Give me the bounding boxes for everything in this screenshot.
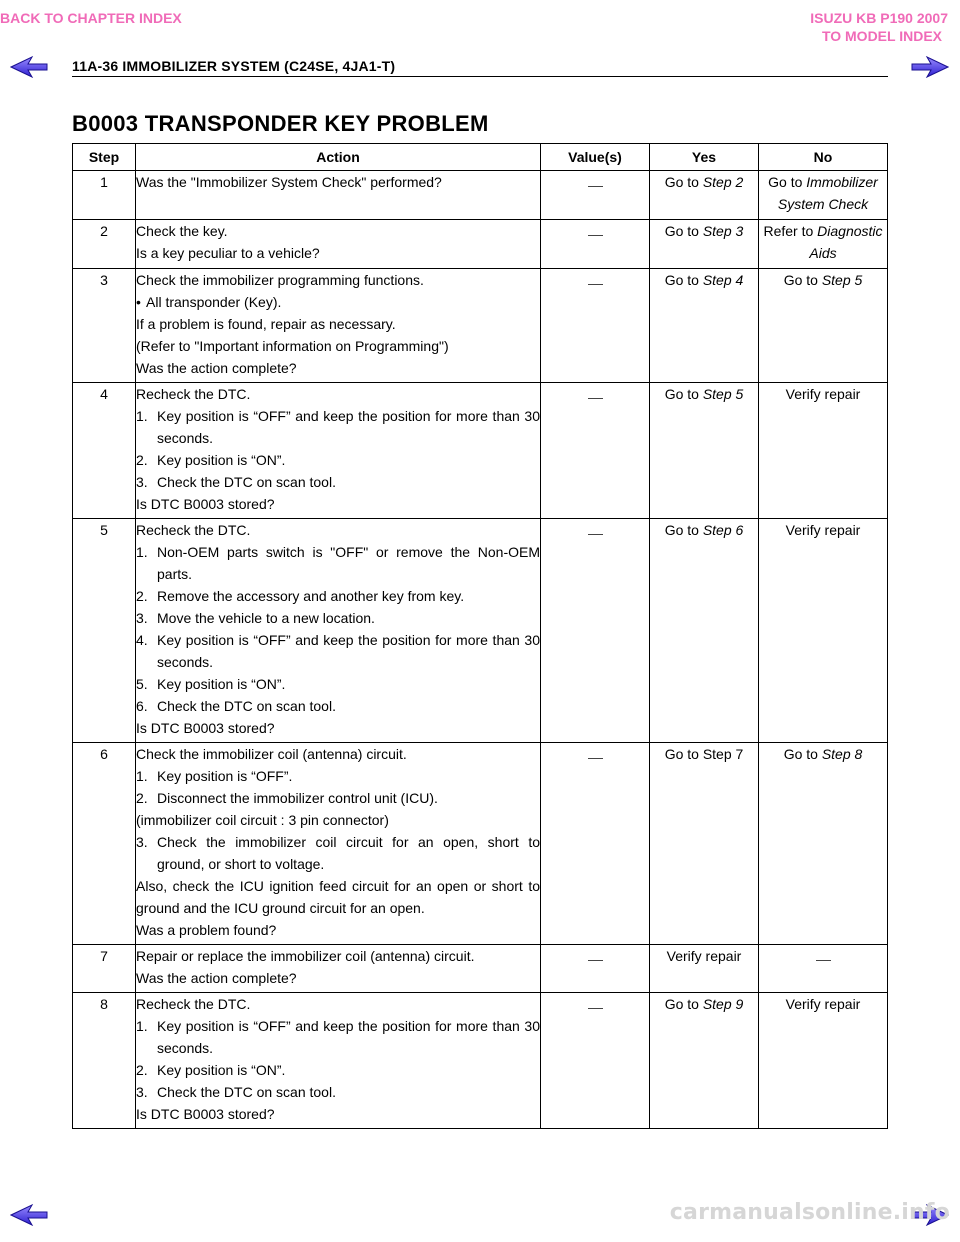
step-reference-link[interactable]: Step 9 — [702, 996, 744, 1012]
action-text: Was the action complete? — [136, 360, 297, 376]
value-cell — [541, 220, 650, 269]
no-text: Verify repair — [785, 522, 861, 538]
action-text: Recheck the DTC. — [136, 996, 251, 1012]
yes-cell — [650, 171, 759, 220]
action-numbered-item — [136, 695, 540, 717]
item-text: Key position is “ON”. — [157, 452, 286, 468]
not-applicable-dash — [588, 534, 603, 535]
action-text: Check the immobilizer coil (antenna) circuit. — [136, 746, 407, 762]
yes-text: Go to — [664, 996, 703, 1012]
action-numbered-item — [136, 585, 540, 607]
item-number: 1. — [136, 1018, 148, 1034]
model-title-link[interactable]: ISUZU KB P190 2007 — [810, 10, 948, 26]
action-numbered-item — [136, 1059, 540, 1081]
item-number: 1. — [136, 544, 148, 560]
item-text: Check the immobilizer coil circuit for an open, short to ground, or short to voltage. — [157, 834, 540, 872]
step-reference-link[interactable]: Step 6 — [702, 522, 744, 538]
no-cell — [759, 743, 888, 945]
step-number: 3 — [73, 269, 136, 383]
page-title: B0003 TRANSPONDER KEY PROBLEM — [72, 111, 489, 136]
action-text: Is DTC B0003 stored? — [136, 496, 275, 512]
action-cell — [136, 743, 541, 945]
step-reference-link[interactable]: Step 3 — [702, 223, 744, 239]
action-numbered-item — [136, 471, 540, 493]
not-applicable-dash — [588, 960, 603, 961]
action-text: Also, check the ICU ignition feed circuit for an open or short to ground and the ICU ground circuit for an open. — [136, 878, 540, 916]
not-applicable-dash — [816, 960, 831, 961]
step-number: 1 — [73, 171, 136, 220]
table-row — [73, 519, 888, 743]
table-row — [73, 269, 888, 383]
action-numbered-item — [136, 607, 540, 629]
item-number: 3. — [136, 610, 148, 626]
no-text: Go to — [768, 174, 807, 190]
no-cell — [759, 220, 888, 269]
item-text: Key position is “OFF” and keep the position for more than 30 seconds. — [157, 1018, 540, 1056]
step-number: 6 — [73, 743, 136, 945]
yes-text: Go to — [664, 223, 703, 239]
value-cell — [541, 519, 650, 743]
action-numbered-item — [136, 765, 540, 787]
watermark: carmanualsonline.info — [669, 1200, 950, 1225]
item-number: 2. — [136, 790, 148, 806]
not-applicable-dash — [588, 398, 603, 399]
value-cell — [541, 171, 650, 220]
yes-text: Go to — [664, 272, 703, 288]
bullet-icon: • — [136, 294, 141, 310]
item-number: 1. — [136, 768, 148, 784]
action-numbered-item — [136, 1081, 540, 1103]
item-number: 5. — [136, 676, 148, 692]
yes-text: Go to — [664, 522, 703, 538]
table-row — [73, 945, 888, 993]
step-number: 7 — [73, 945, 136, 993]
step-reference-link[interactable]: Step 2 — [702, 174, 744, 190]
item-text: Key position is “OFF”. — [157, 768, 293, 784]
value-cell — [541, 383, 650, 519]
column-header-no: No — [759, 144, 888, 171]
not-applicable-dash — [588, 758, 603, 759]
not-applicable-dash — [588, 284, 603, 285]
yes-cell — [650, 383, 759, 519]
value-cell — [541, 993, 650, 1129]
step-reference-link[interactable]: Step 5 — [821, 272, 863, 288]
item-number: 6. — [136, 698, 148, 714]
action-text: Is a key peculiar to a vehicle? — [136, 245, 320, 261]
action-cell — [136, 269, 541, 383]
action-text: Was the "Immobilizer System Check" performed? — [136, 174, 442, 190]
item-text: Remove the accessory and another key from key. — [157, 588, 465, 604]
column-header-values: Value(s) — [541, 144, 650, 171]
no-text: Go to — [783, 746, 822, 762]
table-row — [73, 993, 888, 1129]
yes-text: Verify repair — [666, 948, 742, 964]
action-numbered-item — [136, 673, 540, 695]
not-applicable-dash — [588, 1008, 603, 1009]
action-text: Was a problem found? — [136, 922, 277, 938]
step-number: 5 — [73, 519, 136, 743]
item-text: Key position is “ON”. — [157, 1062, 286, 1078]
table-row — [73, 220, 888, 269]
action-text: Repair or replace the immobilizer coil (antenna) circuit. — [136, 948, 475, 964]
item-text: Non-OEM parts switch is "OFF" or remove the Non-OEM parts. — [157, 544, 540, 582]
action-text: Recheck the DTC. — [136, 522, 251, 538]
next-page-arrow-icon[interactable] — [911, 56, 949, 78]
action-numbered-item — [136, 541, 540, 585]
item-number: 2. — [136, 588, 148, 604]
yes-cell — [650, 743, 759, 945]
yes-text: Go to — [664, 174, 703, 190]
table-row — [73, 743, 888, 945]
bullet-text: All transponder (Key). — [146, 294, 282, 310]
column-header-step: Step — [73, 144, 136, 171]
previous-page-arrow-icon[interactable] — [10, 1204, 48, 1226]
action-text: (immobilizer coil circuit : 3 pin connector) — [136, 812, 389, 828]
action-text: If a problem is found, repair as necessary. — [136, 316, 396, 332]
step-number: 4 — [73, 383, 136, 519]
column-header-yes: Yes — [650, 144, 759, 171]
step-reference-link[interactable]: Step 4 — [702, 272, 744, 288]
no-cell — [759, 383, 888, 519]
item-number: 3. — [136, 474, 148, 490]
action-numbered-item — [136, 831, 540, 875]
item-text: Disconnect the immobilizer control unit (ICU). — [157, 790, 438, 806]
item-number: 3. — [136, 834, 148, 850]
action-cell — [136, 171, 541, 220]
yes-cell — [650, 993, 759, 1129]
not-applicable-dash — [588, 235, 603, 236]
item-text: Key position is “OFF” and keep the position for more than 30 seconds. — [157, 632, 540, 670]
action-numbered-item — [136, 629, 540, 673]
yes-cell — [650, 220, 759, 269]
not-applicable-dash — [588, 186, 603, 187]
yes-cell — [650, 519, 759, 743]
action-cell — [136, 383, 541, 519]
item-number: 4. — [136, 632, 148, 648]
action-text: Check the immobilizer programming functions. — [136, 272, 424, 288]
item-number: 3. — [136, 1084, 148, 1100]
yes-text: Go to — [664, 386, 703, 402]
column-header-action: Action — [136, 144, 541, 171]
item-number: 2. — [136, 452, 148, 468]
item-text: Check the DTC on scan tool. — [157, 698, 336, 714]
table-row — [73, 383, 888, 519]
yes-text: Go to Step 7 — [664, 746, 744, 762]
page-header-title: 11A-36 IMMOBILIZER SYSTEM (C24SE, 4JA1-T) — [72, 58, 396, 74]
no-cell — [759, 519, 888, 743]
action-numbered-item — [136, 405, 540, 449]
action-cell — [136, 945, 541, 993]
step-number: 2 — [73, 220, 136, 269]
previous-page-arrow-icon[interactable] — [10, 56, 48, 78]
item-number: 2. — [136, 1062, 148, 1078]
action-text: Is DTC B0003 stored? — [136, 720, 275, 736]
yes-cell — [650, 945, 759, 993]
item-text: Key position is “OFF” and keep the position for more than 30 seconds. — [157, 408, 540, 446]
diagnostic-procedure-table — [72, 143, 888, 1129]
yes-cell — [650, 269, 759, 383]
action-text: Was the action complete? — [136, 970, 297, 986]
step-reference-link[interactable]: Immobilizer System Check — [777, 174, 878, 212]
step-reference-link[interactable]: Step 5 — [702, 386, 744, 402]
action-cell — [136, 993, 541, 1129]
action-numbered-item — [136, 449, 540, 471]
action-text: Check the key. — [136, 223, 228, 239]
no-cell — [759, 269, 888, 383]
action-text: (Refer to "Important information on Programming") — [136, 338, 449, 354]
to-model-index-link[interactable]: TO MODEL INDEX — [821, 28, 942, 44]
action-numbered-item — [136, 787, 540, 809]
header-divider — [72, 76, 888, 77]
step-reference-link[interactable]: Step 8 — [821, 746, 863, 762]
action-numbered-item — [136, 1015, 540, 1059]
no-cell — [759, 993, 888, 1129]
item-text: Move the vehicle to a new location. — [157, 610, 375, 626]
action-text: Recheck the DTC. — [136, 386, 251, 402]
no-text: Go to — [783, 272, 822, 288]
action-text: Is DTC B0003 stored? — [136, 1106, 275, 1122]
no-text: Refer to — [763, 223, 818, 239]
step-reference-link[interactable]: Diagnostic Aids — [809, 223, 883, 261]
back-to-chapter-index-link[interactable]: BACK TO CHAPTER INDEX — [0, 10, 182, 26]
action-cell — [136, 519, 541, 743]
item-number: 1. — [136, 408, 148, 424]
no-cell — [759, 945, 888, 993]
step-number: 8 — [73, 993, 136, 1129]
item-text: Key position is “ON”. — [157, 676, 286, 692]
value-cell — [541, 269, 650, 383]
no-text: Verify repair — [785, 386, 861, 402]
table-row — [73, 171, 888, 220]
table-header-row — [73, 144, 888, 171]
value-cell — [541, 743, 650, 945]
item-text: Check the DTC on scan tool. — [157, 1084, 336, 1100]
action-bullet-item — [136, 291, 540, 313]
action-cell — [136, 220, 541, 269]
item-text: Check the DTC on scan tool. — [157, 474, 336, 490]
no-text: Verify repair — [785, 996, 861, 1012]
no-cell — [759, 171, 888, 220]
value-cell — [541, 945, 650, 993]
